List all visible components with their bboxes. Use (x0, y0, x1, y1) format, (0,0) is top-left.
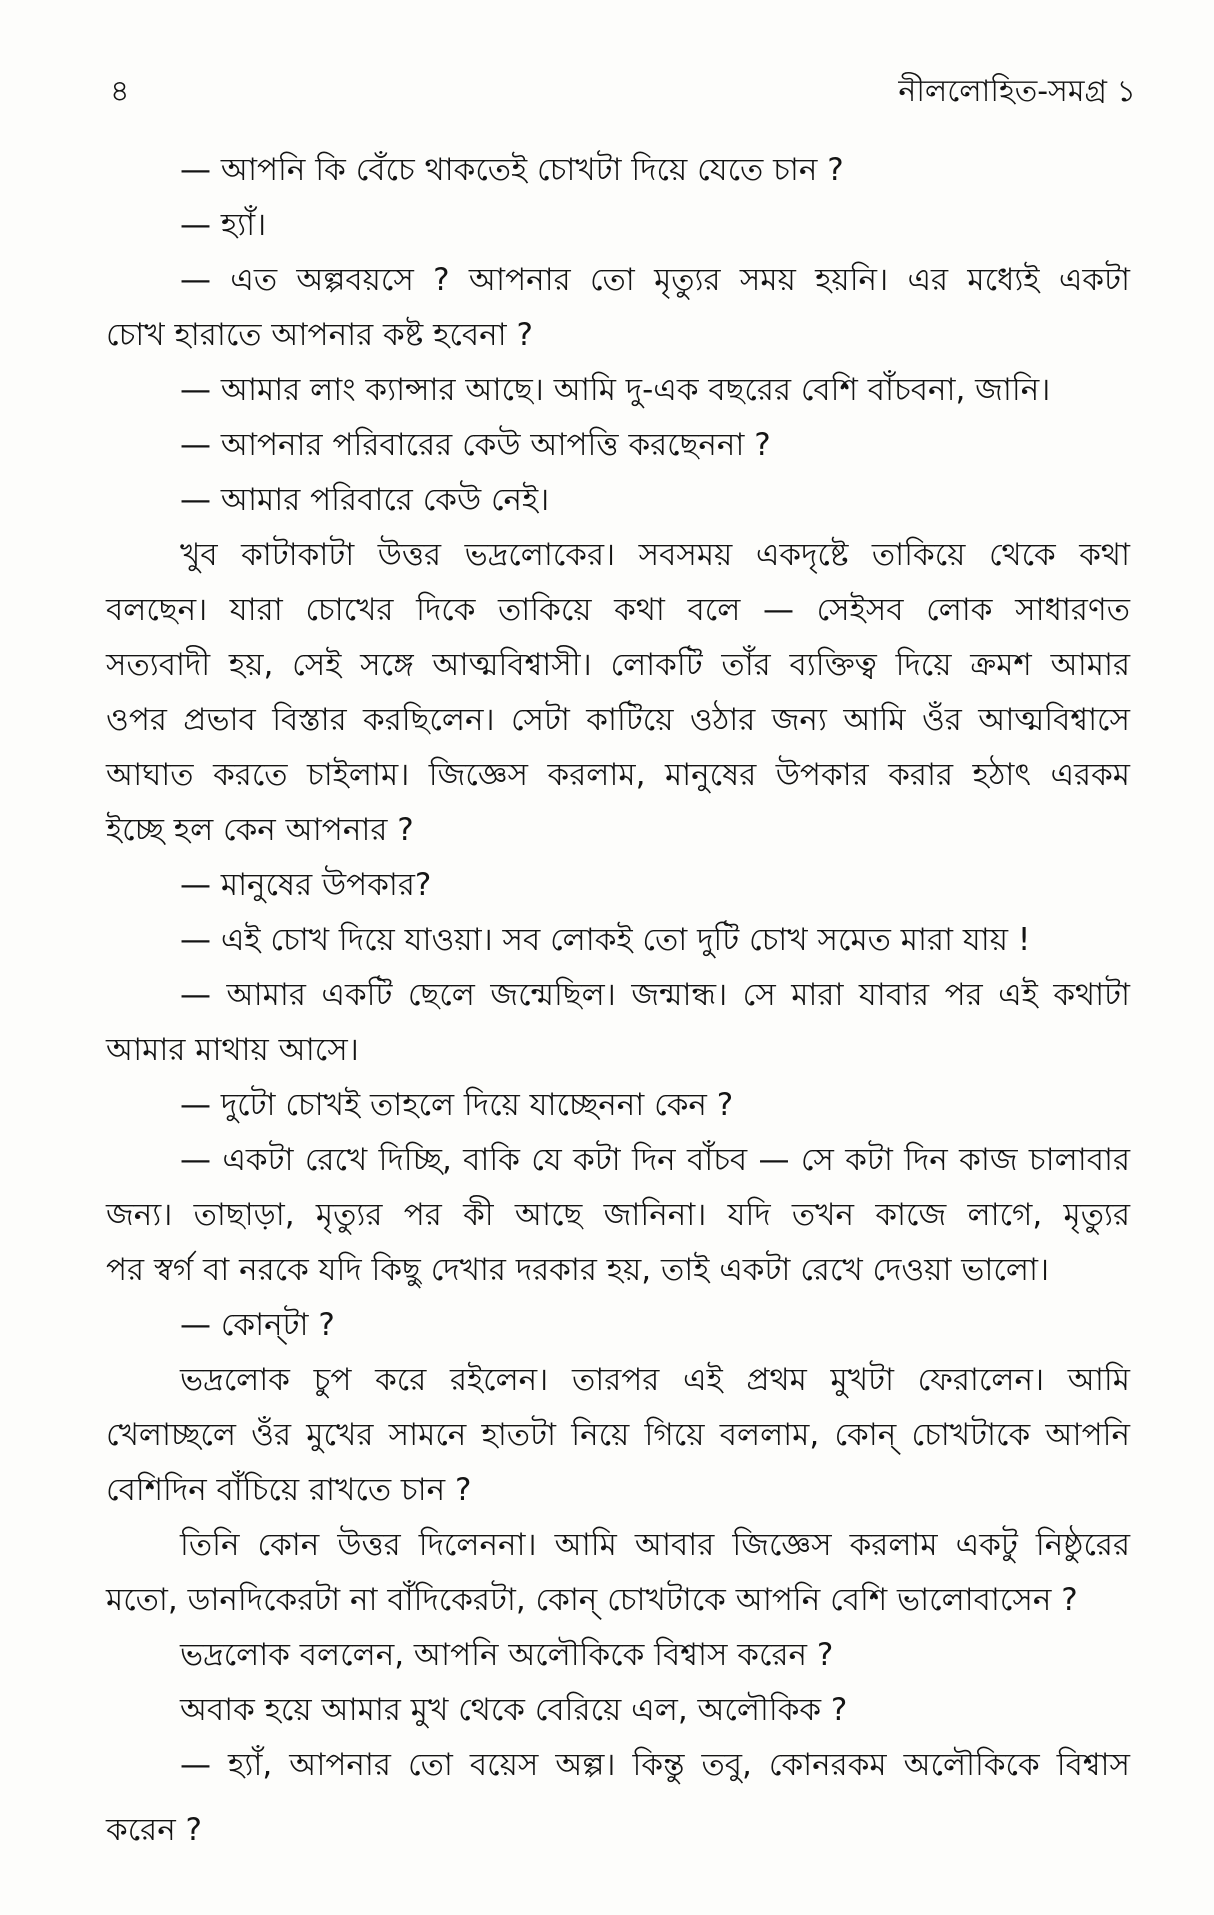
text-line: করেন ? (106, 1812, 203, 1848)
running-title: নীললোহিত-সমগ্র ১ (898, 74, 1136, 109)
text-line: খেলাচ্ছলে ওঁর মুখের সামনে হাতটা নিয়ে গিয়ে বললাম, কোন্ চোখটাকে আপনি (106, 1417, 1130, 1453)
page-number: ৪ (110, 74, 130, 109)
text-line: চোখ হারাতে আপনার কষ্ট হবেনা ? (106, 317, 533, 353)
text-line: — একটা রেখে দিচ্ছি, বাকি যে কটা দিন বাঁচব — সে কটা দিন কাজ চালাবার (180, 1142, 1130, 1178)
text-line: — এত অল্পবয়সে ? আপনার তো মৃত্যুর সময় হয়নি। এর মধ্যেই একটা (180, 262, 1130, 298)
text-line: — আমার লাং ক্যান্সার আছে। আমি দু-এক বছরের বেশি বাঁচবনা, জানি। (180, 372, 1051, 408)
text-line: আমার মাথায় আসে। (106, 1032, 359, 1068)
text-line: ভদ্রলোক বললেন, আপনি অলৌকিকে বিশ্বাস করেন ? (180, 1637, 834, 1673)
text-line: সত্যবাদী হয়, সেই সঙ্গে আত্মবিশ্বাসী। লোকটি তাঁর ব্যক্তিত্ব দিয়ে ক্রমশ আমার (106, 647, 1130, 683)
text-line: — মানুষের উপকার? (180, 867, 432, 903)
text-line: — হ্যাঁ। (180, 207, 267, 243)
text-line: খুব কাটাকাটা উত্তর ভদ্রলোকের। সবসময় একদৃষ্টে তাকিয়ে থেকে কথা (180, 537, 1130, 573)
text-line: ওপর প্রভাব বিস্তার করছিলেন। সেটা কাটিয়ে ওঠার জন্য আমি ওঁর আত্মবিশ্বাসে (106, 702, 1130, 738)
text-line: — আমার একটি ছেলে জন্মেছিল। জন্মান্ধ। সে মারা যাবার পর এই কথাটা (180, 977, 1130, 1013)
text-line: জন্য। তাছাড়া, মৃত্যুর পর কী আছে জানিনা। যদি তখন কাজে লাগে, মৃত্যুর (106, 1197, 1130, 1233)
text-line: — আপনার পরিবারের কেউ আপত্তি করছেননা ? (180, 427, 771, 463)
text-line: অবাক হয়ে আমার মুখ থেকে বেরিয়ে এল, অলৌকিক ? (180, 1692, 848, 1728)
text-line: — আপনি কি বেঁচে থাকতেই চোখটা দিয়ে যেতে চান ? (180, 152, 844, 188)
text-line: ইচ্ছে হল কেন আপনার ? (106, 812, 414, 848)
text-line: বলছেন। যারা চোখের দিকে তাকিয়ে কথা বলে — সেইসব লোক সাধারণত (106, 592, 1130, 628)
text-line: — কোন্‌টা ? (180, 1307, 335, 1343)
text-line: — আমার পরিবারে কেউ নেই। (180, 482, 550, 518)
text-line: — দুটো চোখই তাহলে দিয়ে যাচ্ছেননা কেন ? (180, 1087, 734, 1123)
text-line: — এই চোখ দিয়ে যাওয়া। সব লোকই তো দুটি চোখ সমেত মারা যায় ! (180, 922, 1031, 958)
text-line: আঘাত করতে চাইলাম। জিজ্ঞেস করলাম, মানুষের উপকার করার হঠাৎ এরকম (106, 757, 1130, 793)
text-line: মতো, ডানদিকেরটা না বাঁদিকেরটা, কোন্ চোখটাকে আপনি বেশি ভালোবাসেন ? (106, 1582, 1078, 1618)
text-line: ভদ্রলোক চুপ করে রইলেন। তারপর এই প্রথম মুখটা ফেরালেন। আমি (180, 1362, 1130, 1398)
text-line: তিনি কোন উত্তর দিলেননা। আমি আবার জিজ্ঞেস করলাম একটু নিষ্ঠুরের (180, 1527, 1130, 1563)
text-line: বেশিদিন বাঁচিয়ে রাখতে চান ? (106, 1472, 472, 1508)
text-line: — হ্যাঁ, আপনার তো বয়েস অল্প। কিন্তু তবু, কোনরকম অলৌকিকে বিশ্বাস (180, 1747, 1130, 1783)
text-line: পর স্বর্গ বা নরকে যদি কিছু দেখার দরকার হয়, তাই একটা রেখে দেওয়া ভালো। (106, 1252, 1050, 1288)
